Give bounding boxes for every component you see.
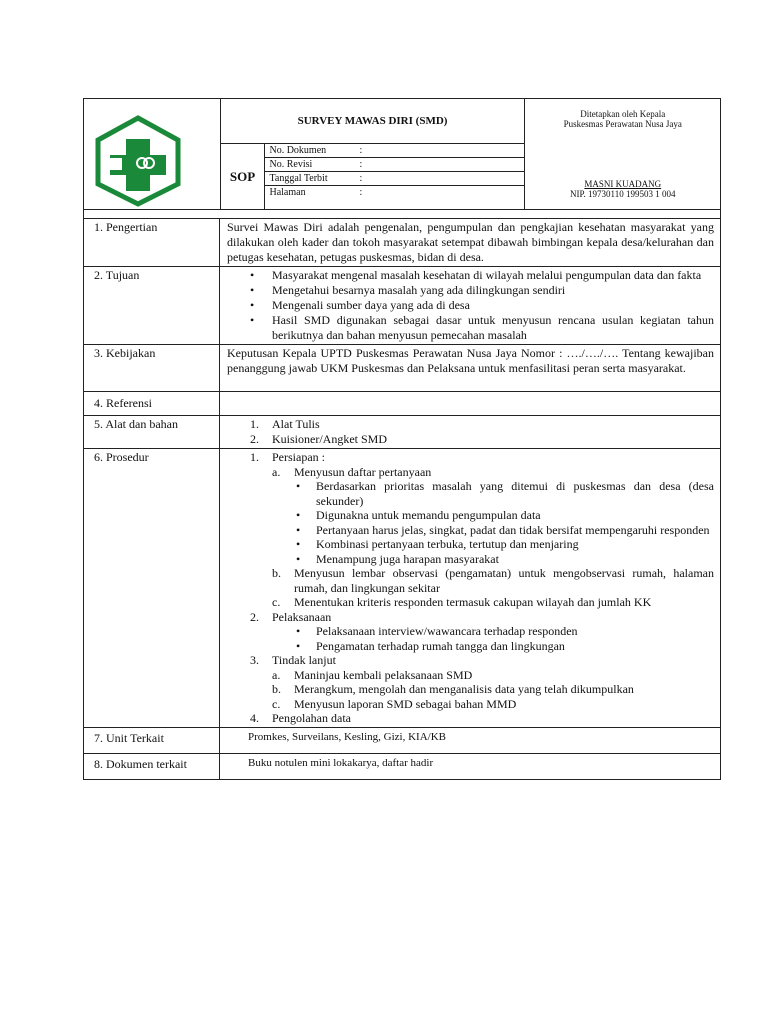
logo-cell	[84, 99, 221, 210]
list-item: 2. Kuisioner/Angket SMD	[250, 432, 387, 446]
list-item: • Kombinasi pertanyaan terbuka, tertutup dan menjaring	[220, 537, 714, 552]
label-dokumen-terkait: 8. Dokumen terkait	[84, 753, 220, 779]
text-kebijakan: Keputusan Kepala UPTD Puskesmas Perawatan Nusa Jaya Nomor : …./…./…. Tentang kewajiban penanggung jawab UKM Puskesmas dan Pelaksana untuk menfasilitasi peran serta masyarakat.	[220, 345, 721, 392]
document-title: SURVEY MAWAS DIRI (SMD)	[220, 99, 525, 144]
list-tujuan	[220, 267, 721, 345]
text-unit-terkait: Promkes, Surveilans, Kesling, Gizi, KIA/KB	[220, 727, 721, 753]
label-prosedur: 6. Prosedur	[84, 449, 220, 728]
approval-line-2: Puskesmas Perawatan Nusa Jaya	[563, 119, 682, 129]
list-item: • Berdasarkan prioritas masalah yang ditemui di puskesmas dan desa (desa sekunder)	[220, 479, 714, 508]
list-prosedur	[220, 449, 721, 728]
sop-document	[83, 98, 721, 780]
signer-nip: NIP. 19730110 199503 1 004	[570, 189, 676, 199]
list-item: • Pelaksanaan interview/wawancara terhadap responden	[220, 624, 714, 639]
list-item: • Digunakna untuk memandu pengumpulan data	[220, 508, 714, 523]
list-item: 1. Alat Tulis	[250, 417, 320, 431]
meta-label: No. Dokumen	[265, 144, 355, 158]
list-item: • Pengamatan terhadap rumah tangga dan lingkungan	[220, 639, 714, 654]
list-item: a. Maninjau kembali pelaksanaan SMD	[272, 667, 473, 682]
list-item: • Hasil SMD digunakan sebagai dasar untuk menyusun rencana usulan kegiatan tahun berikutnya dan bahan menyusun pemecahan masalah	[220, 313, 714, 343]
meta-sep: :	[355, 158, 524, 172]
label-unit-terkait: 7. Unit Terkait	[84, 727, 220, 753]
approval-cell	[525, 99, 721, 210]
list-item: • Mengetahui besarnya masalah yang ada dilingkungan sendiri	[220, 283, 714, 298]
text-referensi	[220, 392, 721, 416]
label-tujuan: 2. Tujuan	[84, 267, 220, 345]
label-alat: 5. Alat dan bahan	[84, 416, 220, 449]
meta-cell	[265, 144, 525, 210]
meta-sep: :	[355, 172, 524, 186]
list-item: 1. Persiapan :	[250, 450, 325, 464]
meta-sep: :	[355, 144, 524, 158]
list-alat	[220, 416, 721, 449]
list-item: • Masyarakat mengenal masalah kesehatan di wilayah melalui pengumpulan data dan fakta	[220, 268, 714, 283]
list-item: 4. Pengolahan data	[250, 711, 351, 725]
list-item: b. Menyusun lembar observasi (pengamatan) untuk mengobservasi rumah, halaman rumah, dan lingkungan sekitar	[272, 566, 714, 595]
sop-label: SOP	[220, 144, 265, 210]
label-referensi: 4. Referensi	[84, 392, 220, 416]
meta-table	[265, 144, 524, 199]
list-item: b. Merangkum, mengolah dan menganalisis data yang telah dikumpulkan	[272, 682, 634, 696]
list-item: • Menampung juga harapan masyarakat	[220, 552, 714, 567]
list-item: • Pertanyaan harus jelas, singkat, padat dan tidak bersifat mempengaruhi responden	[220, 523, 714, 538]
label-kebijakan: 3. Kebijakan	[84, 345, 220, 392]
list-item: a. Menyusun daftar pertanyaan	[272, 464, 432, 479]
list-item: c. Menentukan kriteris responden termasuk cakupan wilayah dan jumlah KK	[272, 595, 652, 609]
meta-label: Tanggal Terbit	[265, 172, 355, 186]
text-dokumen-terkait: Buku notulen mini lokakarya, daftar hadir	[220, 753, 721, 779]
health-cross-logo-icon	[92, 115, 184, 207]
text-pengertian: Survei Mawas Diri adalah pengenalan, pengumpulan dan pengkajian kesehatan masyarakat yang dilakukan oleh kader dan tokoh masyarakat setempat dibawah bimbingan kepala desa/kelurahan dan petugas kesehatan, petugas puskesmas, bidan di desa.	[220, 219, 721, 267]
meta-sep: :	[355, 186, 524, 200]
list-item: 2. Pelaksanaan	[250, 609, 332, 624]
content-table	[83, 218, 721, 780]
list-item: 3. Tindak lanjut	[250, 653, 336, 667]
meta-label: Halaman	[265, 186, 355, 200]
list-item: • Mengenali sumber daya yang ada di desa	[220, 298, 714, 313]
meta-label: No. Revisi	[265, 158, 355, 172]
header-table	[83, 98, 721, 219]
label-pengertian: 1. Pengertian	[84, 219, 220, 267]
signer-name: MASNI KUADANG	[584, 179, 662, 189]
approval-line-1: Ditetapkan oleh Kepala	[580, 109, 666, 119]
list-item: c. Menyusun laporan SMD sebagai bahan MMD	[272, 696, 517, 711]
